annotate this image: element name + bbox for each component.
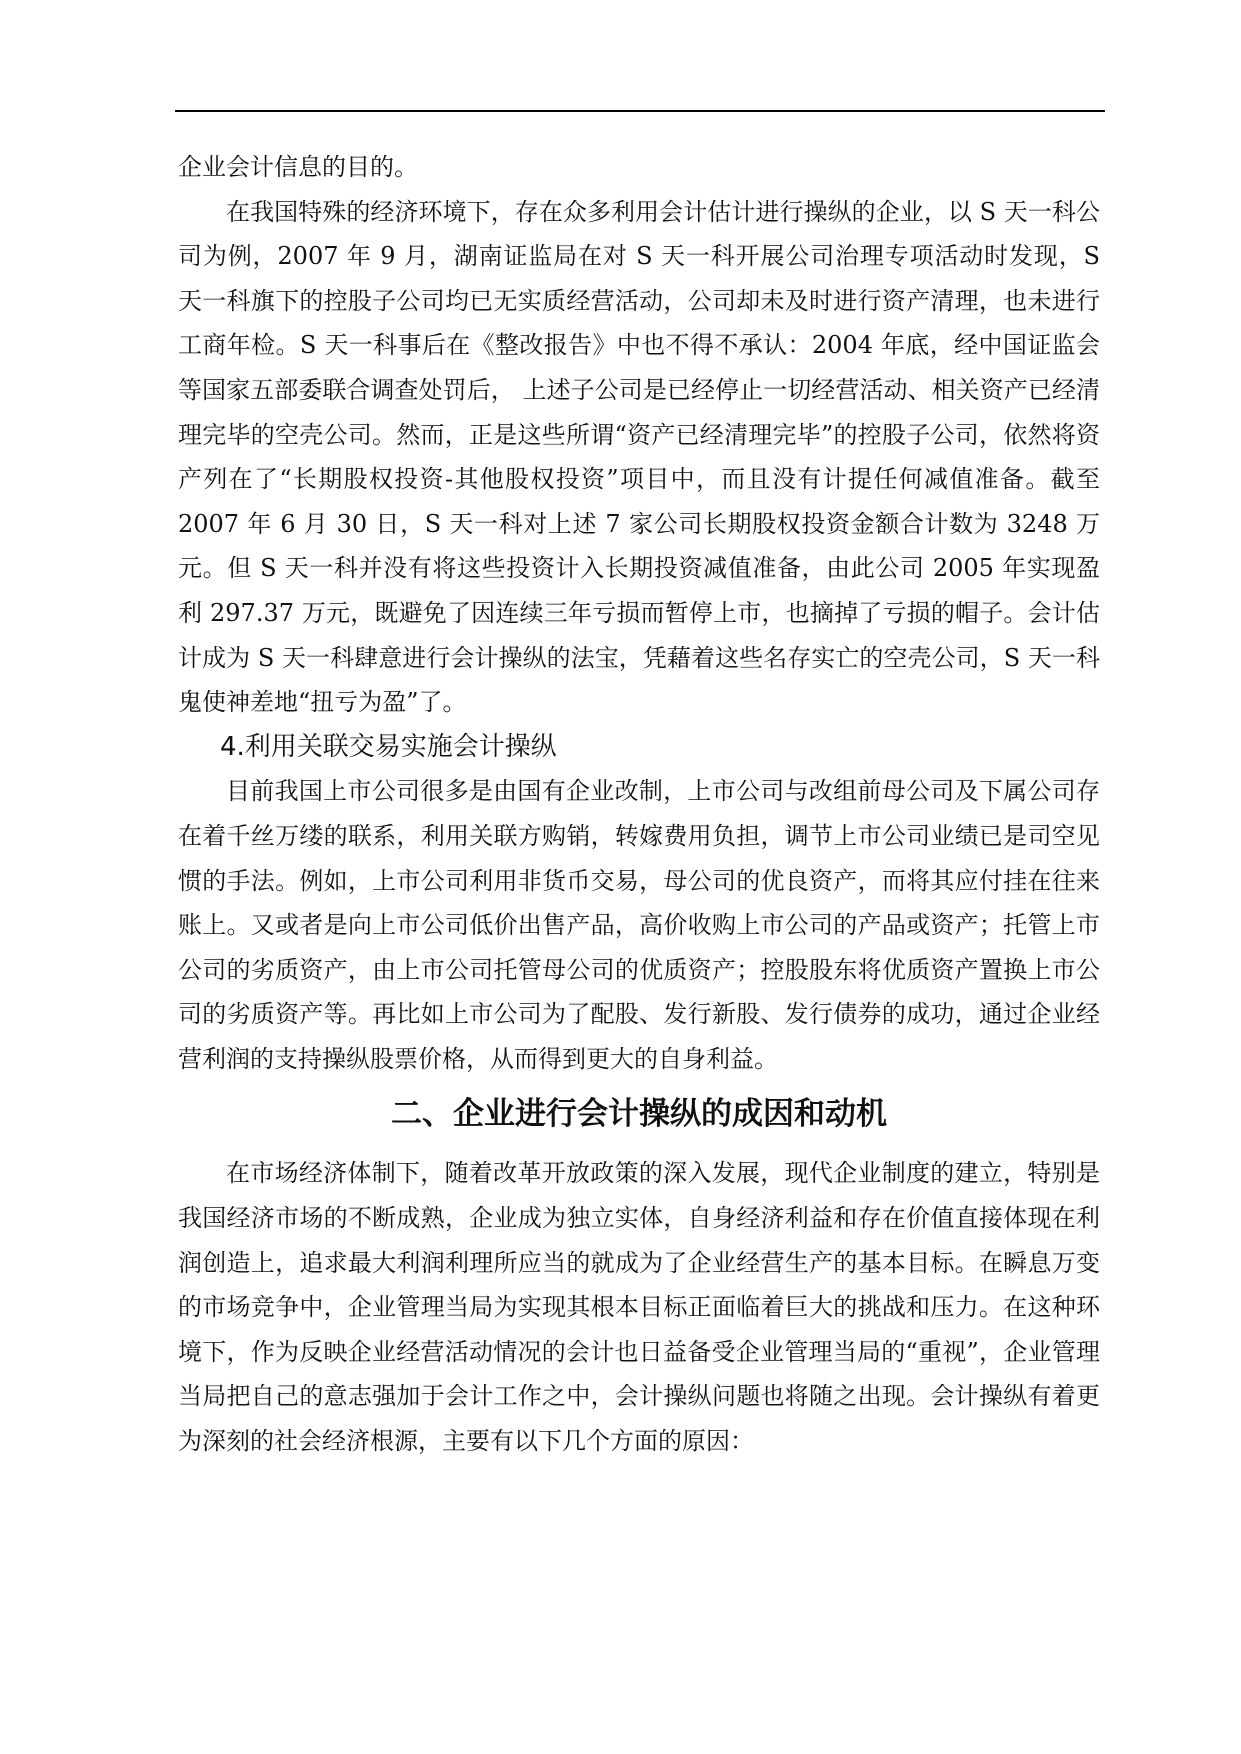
document-body — [178, 145, 1100, 1464]
paragraph-s-tianyike-example: 在我国特殊的经济环境下，存在众多利用会计估计进行操纵的企业，以 S 天一科公司为例，2007 年 9 月，湖南证监局在对 S 天一科开展公司治理专项活动时发现，S 天一科旗下的控股子公司均已无实质经营活动，公司却未及时进行资产清理，也未进行工商年检。S 天一科事后在《整改报告》中也不得不承认：2004 年底，经中国证监会等国家五部委联合调查处罚后， 上述子公司是已经停止一切经营活动、相关资产已经清理完毕的空壳公司。然而，正是这些所谓“资产已经清理完毕”的控股子公司，依然将资产列在了“长期股权投资-其他股权投资”项目中，而且没有计提任何减值准备。截至 2007 年 6 月 30 日，S 天一科对上述 7 家公司长期股权投资金额合计数为 3248 万元。但 S 天一科并没有将这些投资计入长期投资减值准备，由此公司 2005 年实现盈利 297.37 万元，既避免了因连续三年亏损而暂停上市，也摘掉了亏损的帽子。会计估计成为 S 天一科肆意进行会计操纵的法宝，凭藉着这些名存实亡的空壳公司，S 天一科鬼使神差地“扭亏为盈”了。 — [178, 197, 1100, 717]
header-rule — [175, 110, 1105, 112]
subheading-related-party-transactions: 4.利用关联交易实施会计操纵 — [220, 731, 557, 762]
paragraph-continuation: 企业会计信息的目的。 — [178, 153, 418, 181]
paragraph-related-party: 目前我国上市公司很多是由国有企业改制，上市公司与改组前母公司及下属公司存在着千丝万缕的联系，利用关联方购销，转嫁费用负担，调节上市公司业绩已是司空见惯的手法。例如，上市公司利用非货币交易，母公司的优良资产，而将其应付挂在往来账上。又或者是向上市公司低价出售产品，高价收购上市公司的产品或资产；托管上市公司的劣质资产，由上市公司托管母公司的优质资产；控股股东将优质资产置换上市公司的劣质资产等。再比如上市公司为了配股、发行新股、发行债券的成功，通过企业经营利润的支持操纵股票价格，从而得到更大的自身利益。 — [178, 777, 1100, 1073]
section-heading: 二、企业进行会计操纵的成因和动机 — [391, 1096, 887, 1133]
paragraph-causes: 在市场经济体制下，随着改革开放政策的深入发展，现代企业制度的建立，特别是我国经济市场的不断成熟，企业成为独立实体，自身经济利益和存在价值直接体现在利润创造上，追求最大利润利理所应当的就成为了企业经营生产的基本目标。在瞬息万变的市场竞争中，企业管理当局为实现其根本目标正面临着巨大的挑战和压力。在这种环境下，作为反映企业经营活动情况的会计也日益备受企业管理当局的“重视”，企业管理当局把自己的意志强加于会计工作之中，会计操纵问题也将随之出现。会计操纵有着更为深刻的社会经济根源，主要有以下几个方面的原因： — [178, 1159, 1100, 1456]
